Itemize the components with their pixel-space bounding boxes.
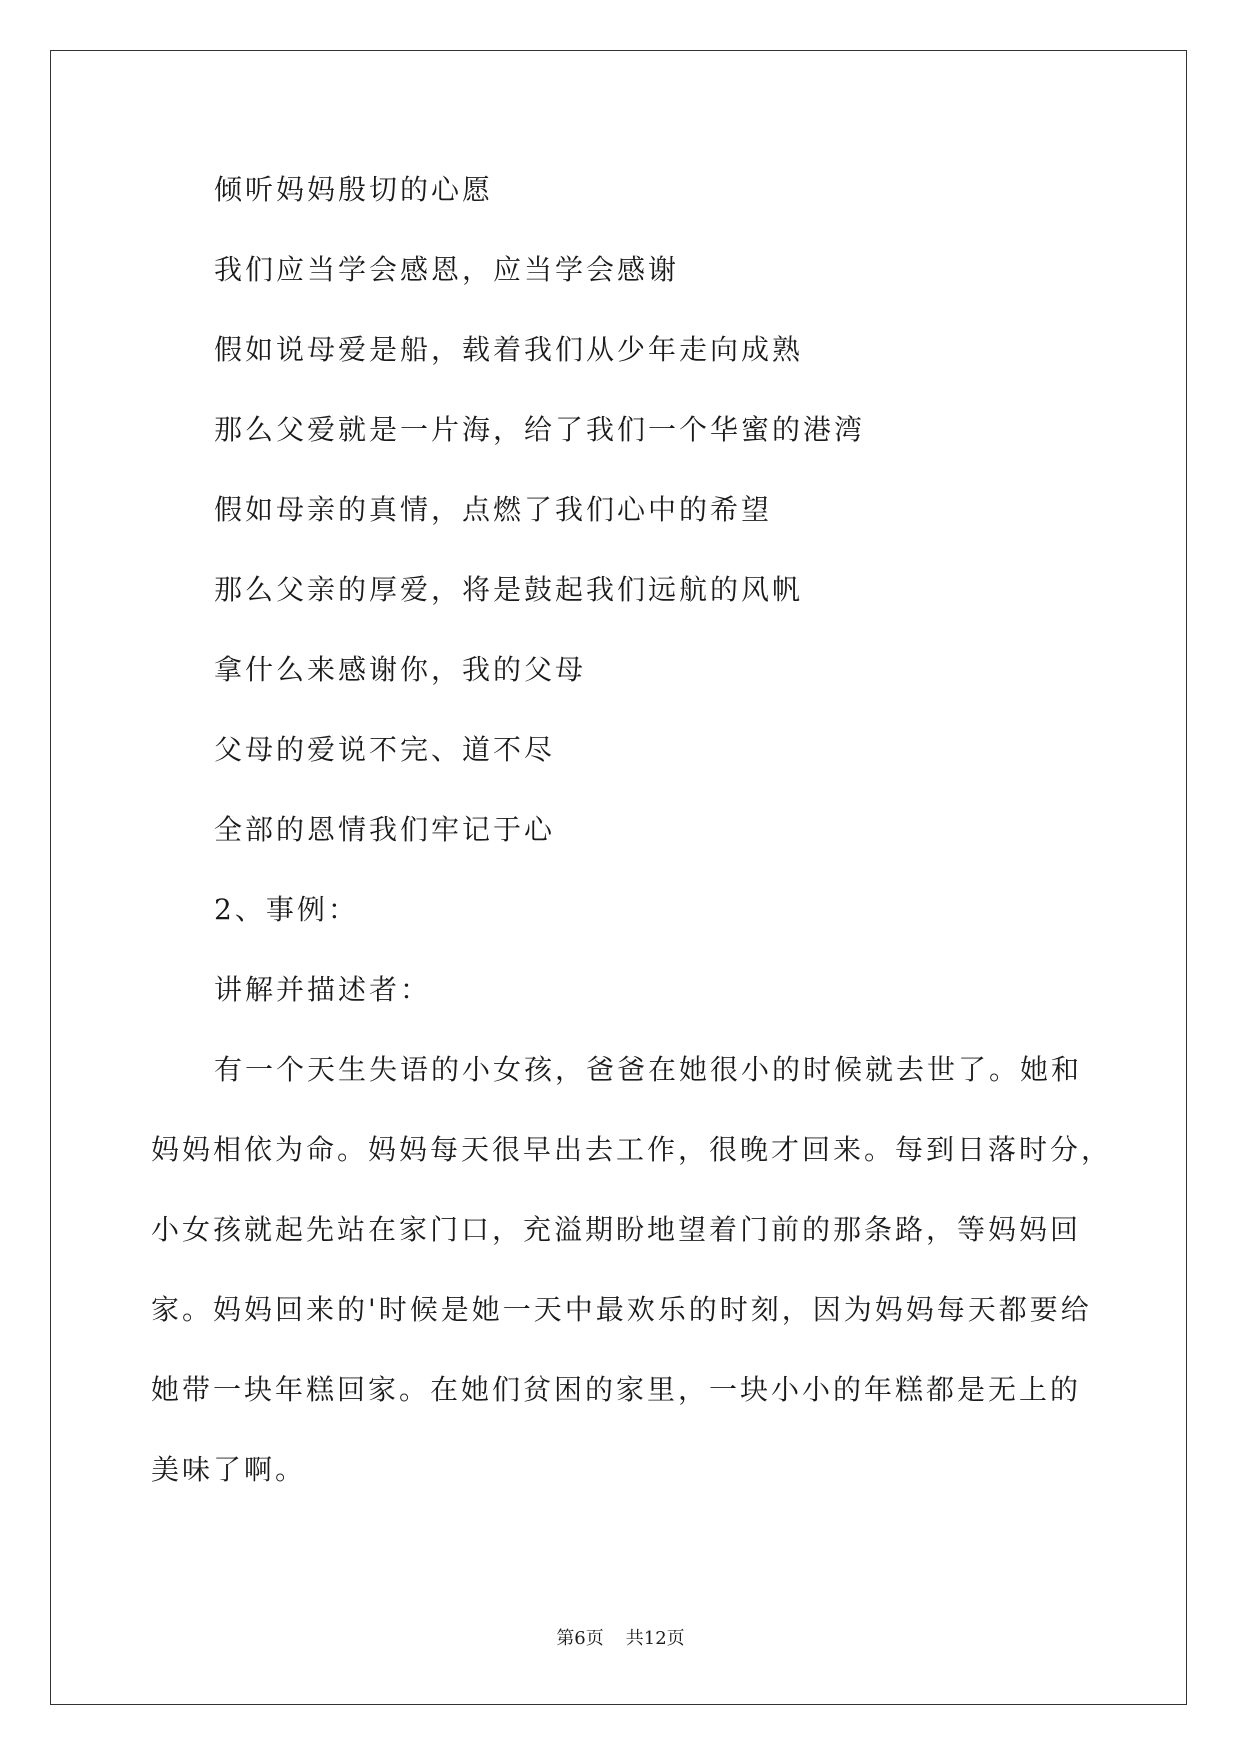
speaker-label: 讲解并描述者： — [214, 973, 432, 1006]
poem-line: 倾听妈妈殷切的心愿 — [214, 173, 494, 206]
paragraph-line: 小女孩就起先站在家门口，充溢期盼地望着门前的那条路，等妈妈回 — [151, 1213, 1082, 1246]
poem-line: 假如母亲的真情，点燃了我们心中的希望 — [214, 493, 773, 526]
paragraph-line: 她带一块年糕回家。在她们贫困的家里，一块小小的年糕都是无上的 — [151, 1373, 1082, 1406]
poem-line: 拿什么来感谢你，我的父母 — [214, 653, 587, 686]
paragraph-line: 家。妈妈回来的'时候是她一天中最欢乐的时刻，因为妈妈每天都要给 — [151, 1293, 1092, 1326]
poem-line: 假如说母爱是船，载着我们从少年走向成熟 — [214, 333, 804, 366]
page-footer — [0, 1630, 1241, 1648]
poem-line: 我们应当学会感恩，应当学会感谢 — [214, 253, 680, 286]
section-heading: 2、事例： — [214, 893, 359, 926]
poem-line: 父母的爱说不完、道不尽 — [214, 733, 556, 766]
page-number: 第6页 — [556, 1628, 604, 1649]
poem-line: 那么父爱就是一片海，给了我们一个华蜜的港湾 — [214, 413, 866, 446]
paragraph-line: 妈妈相依为命。妈妈每天很早出去工作，很晚才回来。每到日落时分， — [151, 1133, 1113, 1166]
page-total: 共12页 — [625, 1628, 685, 1649]
paragraph-line: 美味了啊。 — [151, 1453, 307, 1486]
poem-line: 那么父亲的厚爱，将是鼓起我们远航的风帆 — [214, 573, 804, 606]
poem-line: 全部的恩情我们牢记于心 — [214, 813, 556, 846]
paragraph-line: 有一个天生失语的小女孩，爸爸在她很小的时候就去世了。她和 — [214, 1053, 1083, 1086]
